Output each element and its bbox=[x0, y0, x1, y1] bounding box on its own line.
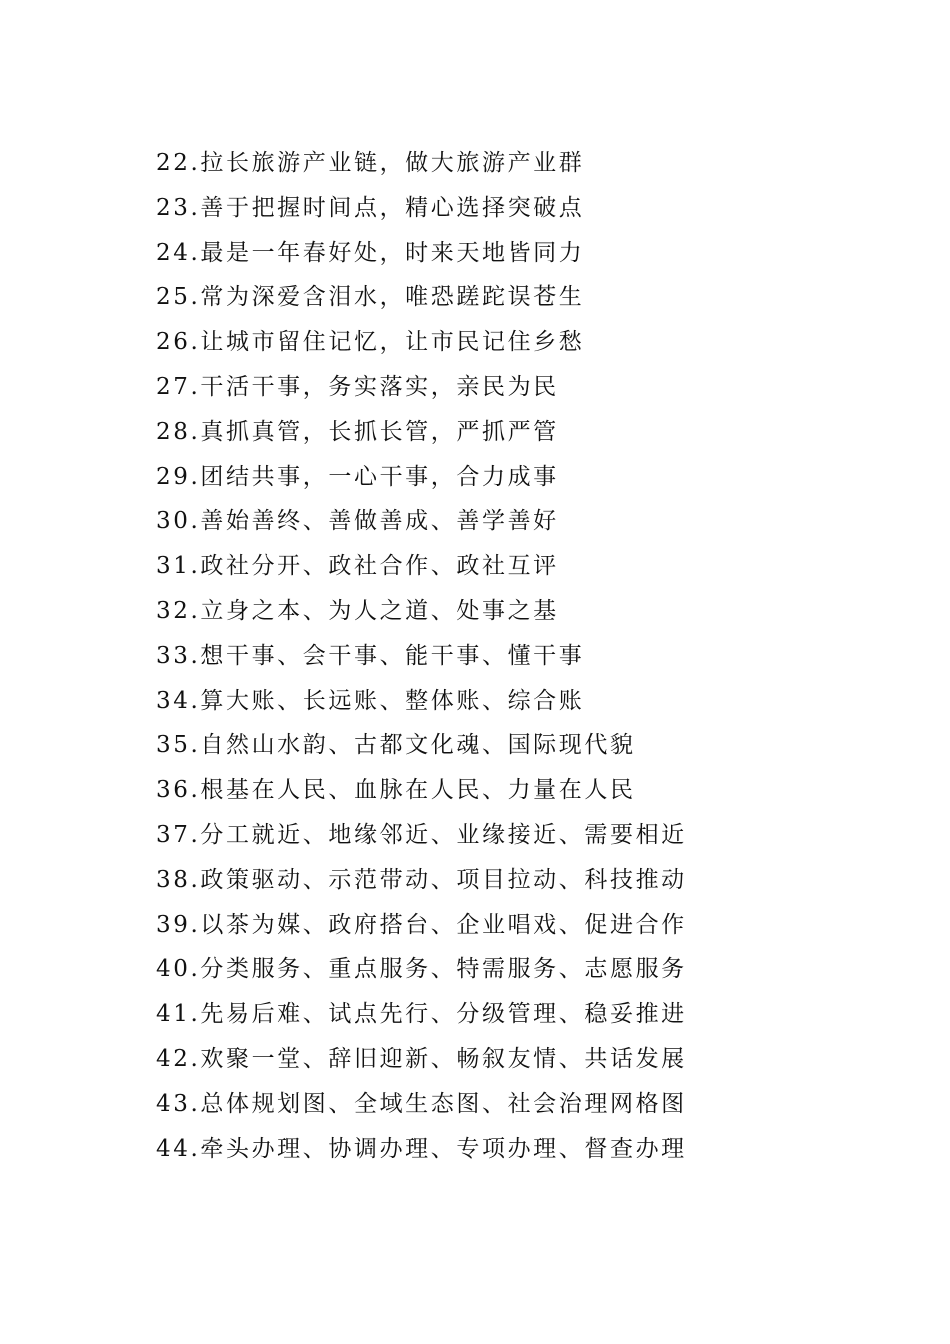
list-item: 39.以茶为媒、政府搭台、企业唱戏、促进合作 bbox=[156, 911, 687, 938]
list-item: 40.分类服务、重点服务、特需服务、志愿服务 bbox=[156, 956, 687, 983]
list-item: 32.立身之本、为人之道、处事之基 bbox=[156, 597, 559, 624]
list-item: 44.牵头办理、协调办理、专项办理、督查办理 bbox=[156, 1135, 687, 1162]
list-item: 30.善始善终、善做善成、善学善好 bbox=[156, 508, 559, 535]
list-item: 34.算大账、长远账、整体账、综合账 bbox=[156, 687, 585, 714]
list-item: 27.干活干事，务实落实，亲民为民 bbox=[156, 373, 559, 400]
list-item: 22.拉长旅游产业链，做大旅游产业群 bbox=[156, 150, 585, 176]
list-item: 28.真抓真管，长抓长管，严抓严管 bbox=[156, 418, 559, 445]
list-item: 36.根基在人民、血脉在人民、力量在人民 bbox=[156, 777, 636, 804]
list-item: 29.团结共事，一心干事，合力成事 bbox=[156, 463, 559, 490]
list-item: 31.政社分开、政社合作、政社互评 bbox=[156, 553, 559, 580]
list-item: 41.先易后难、试点先行、分级管理、稳妥推进 bbox=[156, 1001, 687, 1028]
list-item: 38.政策驱动、示范带动、项目拉动、科技推动 bbox=[156, 866, 687, 893]
list-item: 42.欢聚一堂、辞旧迎新、畅叙友情、共话发展 bbox=[156, 1045, 687, 1072]
list-item: 43.总体规划图、全域生态图、社会治理网格图 bbox=[156, 1090, 687, 1117]
list-item: 24.最是一年春好处，时来天地皆同力 bbox=[156, 239, 585, 266]
list-item: 35.自然山水韵、古都文化魂、国际现代貌 bbox=[156, 732, 636, 759]
list-item: 26.让城市留住记忆，让市民记住乡愁 bbox=[156, 329, 585, 356]
phrase-list bbox=[156, 141, 856, 1171]
list-item: 23.善于把握时间点，精心选择突破点 bbox=[156, 194, 585, 221]
list-item: 25.常为深爱含泪水，唯恐蹉跎误苍生 bbox=[156, 284, 585, 311]
list-item: 37.分工就近、地缘邻近、业缘接近、需要相近 bbox=[156, 821, 687, 848]
list-item: 33.想干事、会干事、能干事、懂干事 bbox=[156, 642, 585, 669]
